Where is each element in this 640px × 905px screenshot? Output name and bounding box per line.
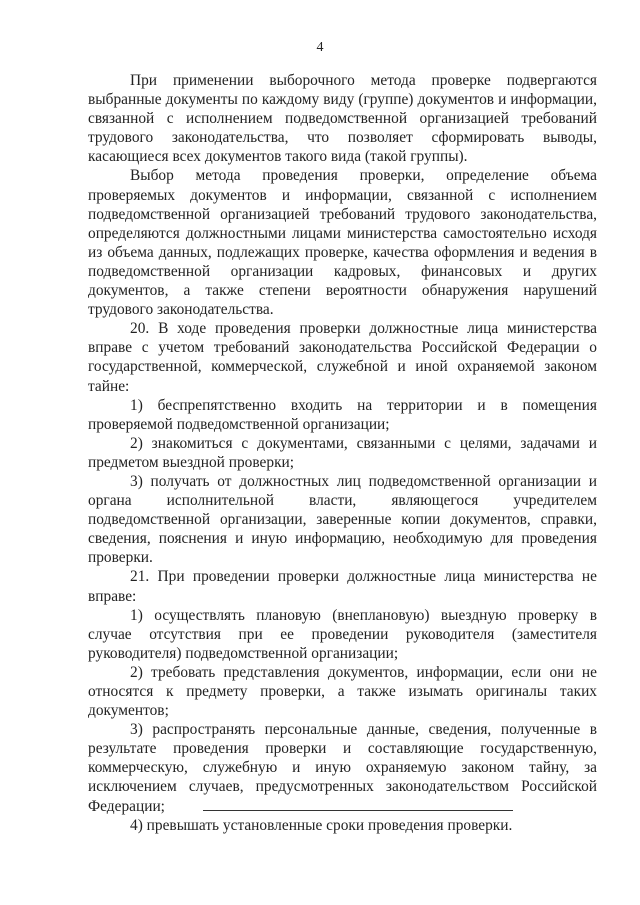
document-body bbox=[88, 71, 597, 835]
clause-21-item-1: 1) осуществлять плановую (внеплановую) выездную проверку в случае отсутствия при ее проведении руководителя (заместителя руководителя) подведомственной организации; bbox=[88, 606, 597, 662]
clause-21-restrictions: 21. При проведении проверки должностные лица министерства не вправе: bbox=[88, 568, 597, 605]
clause-21-item-2: 2) требовать представления документов, информации, если они не относятся к предмету проверки, а также изымать оригиналы таких документов; bbox=[88, 663, 597, 720]
end-of-text-rule bbox=[203, 810, 513, 811]
page-number: 4 bbox=[316, 40, 324, 55]
clause-21-item-4: 4) превышать установленные сроки проведения проверки. bbox=[130, 816, 513, 834]
paragraph-sampling-method: При применении выборочного метода проверке подвергаются выбранные документы по каждому виду (группе) документов и информации, связанной с исполнением подведомственной организацией требований трудового законодательства, что позволяет сформировать выводы, касающиеся всех документов такого вида (такой группы). bbox=[88, 72, 597, 166]
clause-20-rights: 20. В ходе проведения проверки должностные лица министерства вправе с учетом требований законодательства Российской Федерации о государственной, коммерческой, служебной и иной охраняемой законом тайне: bbox=[88, 320, 597, 395]
paragraph-method-selection: Выбор метода проведения проверки, определение объема проверяемых документов и информации, связанной с исполнением подведомственной организацией требований трудового законодательства, определяются должностными лицами министерства самостоятельно исходя из объема данных, подлежащих проверке, качества оформления и ведения в подведомственной организации кадровых, финансовых и других документов, а также степени вероятности обнаружения нарушений трудового законодательства. bbox=[88, 167, 597, 319]
clause-20-item-2: 2) знакомиться с документами, связанными с целями, задачами и предметом выездной проверки; bbox=[88, 434, 597, 471]
clause-21-item-3: 3) распространять персональные данные, сведения, полученные в результате проведения проверки и составляющие государственную, коммерческую, служебную и иную охраняемую законом тайну, за исключением случаев, предусмотренных законодательством Российской Федерации; bbox=[88, 721, 597, 815]
clause-20-item-3: 3) получать от должностных лиц подведомственной организации и органа исполнительной власти, являющегося учредителем подведомственной организации, заверенные копии документов, справки, сведения, пояснения и иную информацию, необходимую для проведения проверки. bbox=[88, 472, 597, 567]
clause-20-item-1: 1) беспрепятственно входить на территории и в помещения проверяемой подведомственной организации; bbox=[88, 396, 597, 433]
